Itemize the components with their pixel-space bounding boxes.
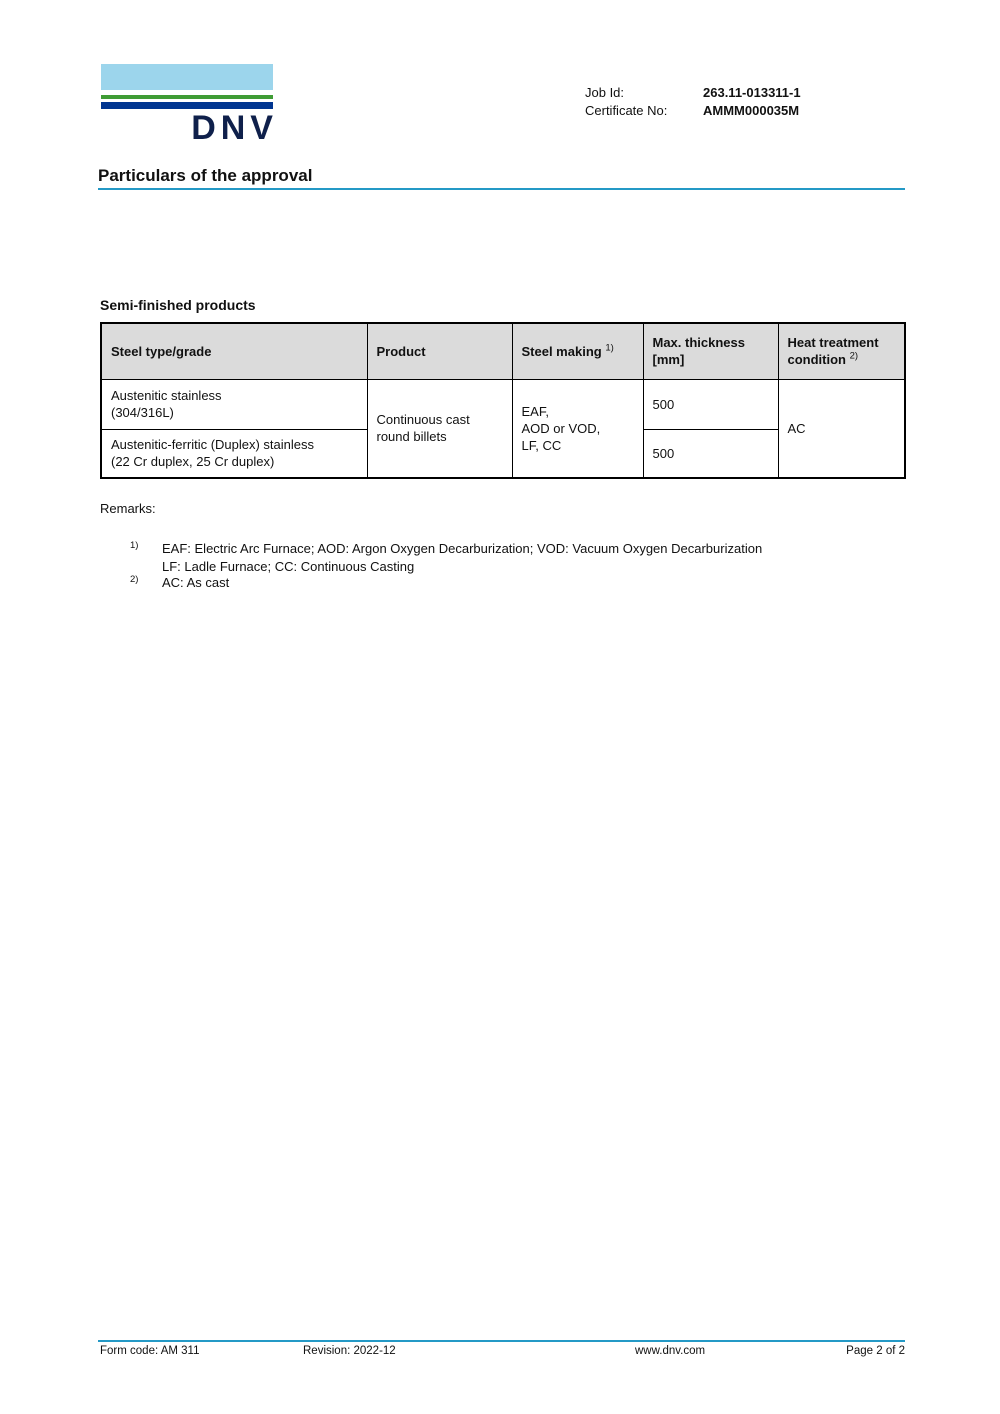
- cell-max-thickness-1: 500: [643, 379, 778, 429]
- title-divider: [98, 188, 905, 190]
- document-info: [585, 84, 801, 120]
- remark-item-2: [130, 574, 230, 592]
- remark-item-1: [130, 540, 763, 575]
- remark-1-number: 1): [130, 540, 139, 551]
- remark-1-line-1: EAF: Electric Arc Furnace; AOD: Argon Oxygen Decarburization; VOD: Vacuum Oxygen Decarburization: [162, 541, 763, 556]
- certificate-no-row: [585, 102, 801, 120]
- certificate-no-label: Certificate No:: [585, 103, 668, 118]
- col-header-product: Product: [367, 323, 512, 379]
- footer-form-code: Form code: AM 311: [100, 1345, 200, 1357]
- remark-1-line-2: LF: Ladle Furnace; CC: Continuous Casting: [162, 558, 415, 574]
- col-header-heat-treatment: Heat treatment condition $^{2)}$: [778, 323, 905, 379]
- certificate-no-value: AMMM000035M: [703, 103, 800, 118]
- cell-product: Continuous cast round billets: [367, 379, 512, 478]
- cell-max-thickness-2: 500: [643, 429, 778, 478]
- remarks-label: Remarks:: [100, 501, 156, 516]
- page-title: Particulars of the approval: [98, 166, 313, 185]
- logo-green-bar: [101, 95, 273, 99]
- footer-page-number: Page 2 of 2: [846, 1345, 905, 1357]
- remark-2-line-1: AC: As cast: [162, 575, 230, 590]
- col-header-steel-making: Steel making $^{1)}$: [512, 323, 643, 379]
- table-row: [101, 379, 905, 429]
- footnote-ref-1: 1): [605, 342, 614, 354]
- cell-heat-treatment: AC: [778, 379, 905, 478]
- col-header-max-thickness: Max. thickness [mm]: [643, 323, 778, 379]
- cell-steel-making: EAF, AOD or VOD, LF, CC: [512, 379, 643, 478]
- dnv-logo: [101, 64, 278, 147]
- job-id-row: [585, 84, 801, 102]
- table-header-row: [101, 323, 905, 379]
- footer-divider: [98, 1340, 905, 1342]
- col-header-steel-type: Steel type/grade: [101, 323, 367, 379]
- footnote-ref-2: 2): [849, 350, 859, 362]
- section-title: Semi-finished products: [100, 297, 256, 313]
- logo-sky-bar: [101, 64, 273, 90]
- logo-wordmark: DNV: [191, 109, 278, 147]
- remark-2-number: 2): [130, 574, 139, 585]
- footer-revision: Revision: 2022-12: [303, 1345, 396, 1357]
- cell-steel-type-2: Austenitic-ferritic (Duplex) stainless (22 Cr duplex, 25 Cr duplex): [101, 429, 367, 478]
- semi-finished-products-table: [100, 322, 906, 479]
- footer-website: www.dnv.com: [635, 1345, 706, 1357]
- job-id-label: Job Id:: [585, 85, 625, 100]
- job-id-value: 263.11-013311-1: [703, 85, 801, 100]
- cell-steel-type-1: Austenitic stainless (304/316L): [101, 379, 367, 429]
- logo-blue-bar: [101, 102, 273, 109]
